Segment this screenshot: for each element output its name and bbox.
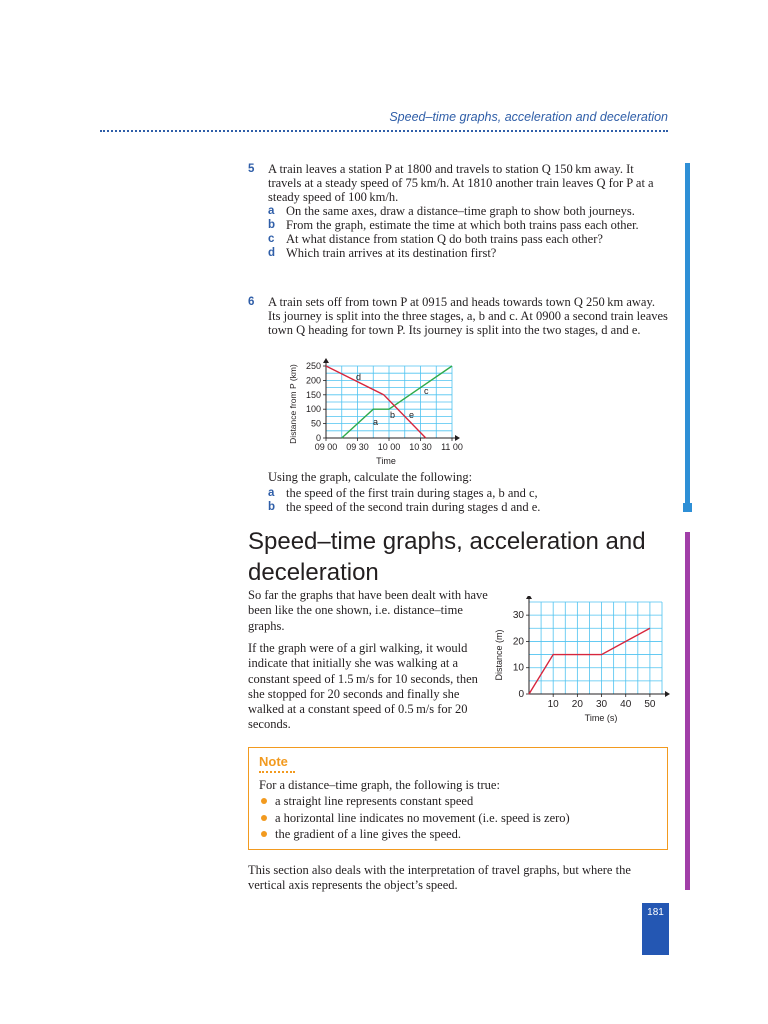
x-tick-label: 10 00: [377, 442, 401, 452]
note-item-text: a horizontal line indicates no movement (i.e. speed is zero): [275, 810, 570, 825]
y-tick-label: 20: [512, 636, 524, 648]
question-instruction: Using the graph, calculate the following:: [268, 470, 473, 484]
x-tick-label: 10: [547, 699, 559, 710]
question-part: [268, 500, 668, 514]
bullet-icon: [261, 798, 267, 804]
section-title: Speed–time graphs, acceleration and deceleration: [248, 528, 646, 586]
part-label: b: [268, 501, 276, 513]
y-tick-label: 0: [315, 433, 321, 443]
y-tick-label: 30: [512, 610, 524, 622]
y-tick-label: 0: [518, 689, 524, 700]
running-title: Speed–time graphs, acceleration and deceleration: [389, 110, 668, 124]
question-number: 5: [248, 163, 255, 175]
x-tick-label: 09 30: [346, 442, 369, 452]
travel-graph: [282, 356, 472, 468]
note-intro: For a distance–time graph, the following is true:: [259, 778, 500, 792]
x-tick-label: 09 00: [314, 442, 338, 452]
distance-time-graph: [490, 596, 672, 726]
part-text: At what distance from station Q do both trains pass each other?: [286, 232, 603, 246]
y-tick-label: 100: [305, 404, 321, 415]
question-text: A train leaves a station P at 1800 and travels to station Q 150 km away. It travels at a steady speed of 75 km/h. At 1810 another train leaves Q for P at a steady speed of 100 km/h.: [268, 162, 654, 204]
note-dotted-rule: [259, 771, 295, 773]
part-label: a: [268, 487, 275, 499]
x-tick-label: 40: [620, 699, 632, 710]
y-tick-labels: [306, 361, 321, 443]
x-tick-label: 10 30: [409, 442, 432, 452]
question-6-continued: [248, 470, 668, 514]
y-tick-labels: [513, 610, 525, 700]
x-axis-arrow-icon: [455, 435, 460, 441]
x-tick-labels: [315, 442, 463, 452]
note-item-text: the gradient of a line gives the speed.: [275, 827, 462, 841]
bullet-icon: [261, 815, 267, 821]
closing-paragraph: This section also deals with the interpretation of travel graphs, but where the vertical axis represents the object’s speed.: [248, 863, 631, 892]
question-text: A train sets off from town P at 0915 and heads towards town Q 250 km away. Its journey is split into the three stages, a, b and c. At 0900 a second train leaves town Q heading for town P. Its journey is split into the two stages, d and e.: [268, 295, 668, 337]
question-part: [268, 246, 668, 260]
x-axis-label: Time (s): [584, 713, 618, 723]
intro-paragraph-2: If the graph were of a girl walking, it would indicate that initially she was walking at a constant speed of 1.5 m/s for 10 seconds, then she stopped for 20 seconds and finally she walked at a constant speed of 0.5 m/s for 20 seconds.: [248, 641, 478, 732]
part-text: the speed of the first train during stages a, b and c,: [286, 486, 538, 500]
question-5: [248, 162, 668, 260]
part-label: a: [268, 205, 275, 217]
stage-label-d: d: [356, 372, 362, 382]
stage-label-a: a: [373, 417, 379, 427]
note-title: Note: [259, 754, 288, 769]
x-tick-label: 30: [595, 699, 608, 710]
y-axis-arrow-icon: [526, 596, 532, 599]
graph-axes: [526, 596, 670, 697]
graph-grid: [326, 366, 452, 438]
question-part: [268, 204, 668, 218]
header-dotted-rule: [100, 130, 668, 132]
note-list: [259, 793, 657, 843]
section-side-bar: [685, 532, 690, 890]
part-text: Which train arrives at its destination first?: [286, 246, 497, 260]
intro-paragraph-1: So far the graphs that have been dealt with have been like the one shown, i.e. distance–time graphs.: [248, 588, 488, 633]
page-number-tab: [642, 903, 669, 955]
y-tick-label: 250: [305, 361, 321, 371]
question-part: [268, 232, 668, 246]
page-number: 181: [647, 907, 664, 918]
note-item: [259, 793, 657, 810]
x-axis-arrow-icon: [665, 691, 670, 697]
part-label: d: [268, 247, 276, 259]
graph-grid: [529, 602, 662, 694]
y-tick-label: 200: [305, 375, 321, 386]
y-axis-arrow-icon: [323, 358, 329, 363]
question-part: [268, 486, 668, 500]
x-tick-label: 20: [571, 699, 583, 710]
question-part: [268, 218, 668, 232]
x-tick-label: 11 00: [441, 442, 463, 452]
y-tick-label: 50: [310, 418, 321, 429]
exercise-side-bar-end: [683, 503, 692, 512]
y-tick-label: 10: [512, 662, 524, 674]
question-number: 6: [248, 296, 255, 308]
question-6: [248, 295, 668, 337]
stage-label-c: c: [424, 386, 429, 396]
part-text: On the same axes, draw a distance–time graph to show both journeys.: [286, 204, 635, 218]
graph-axes: [323, 358, 460, 441]
note-item: [259, 810, 657, 827]
stage-label-b: b: [390, 410, 396, 420]
part-label: b: [268, 219, 276, 231]
part-text: From the graph, estimate the time at which both trains pass each other.: [286, 218, 639, 232]
part-label: c: [268, 233, 275, 245]
x-tick-label: 50: [644, 699, 656, 710]
note-box: [248, 747, 668, 850]
bullet-icon: [261, 831, 267, 837]
note-item-text: a straight line represents constant speed: [275, 794, 474, 808]
exercise-side-bar: [685, 163, 690, 503]
part-text: the speed of the second train during stages d and e.: [286, 500, 541, 514]
note-item: [259, 826, 657, 843]
y-axis-label: Distance (m): [494, 629, 504, 681]
x-axis-label: Time: [376, 456, 396, 466]
stage-label-e: e: [409, 410, 415, 420]
y-axis-label: Distance from P (km): [288, 364, 298, 444]
y-tick-label: 150: [305, 389, 321, 400]
x-tick-labels: [548, 699, 656, 710]
